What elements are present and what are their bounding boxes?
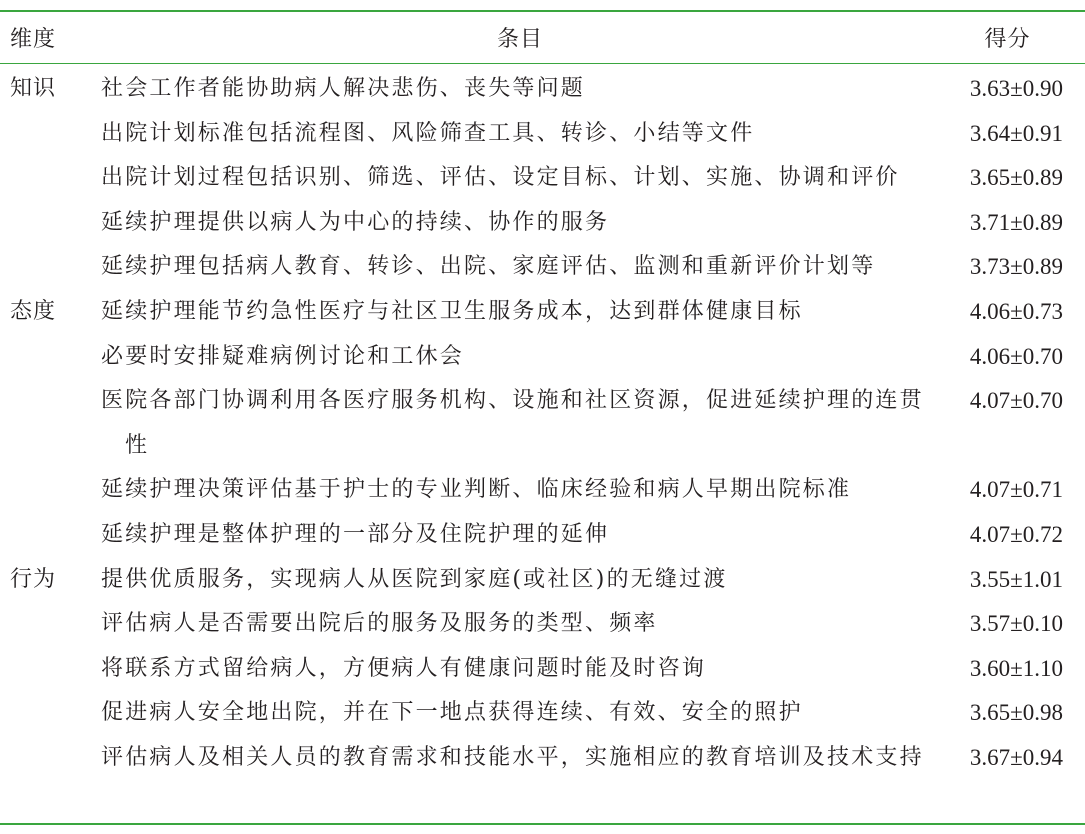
- header-score: 得分: [984, 27, 1031, 52]
- row-item-text: 延续护理能节约急性医疗与社区卫生服务成本，达到群体健康目标: [101, 298, 803, 324]
- row-dimension: [0, 156, 100, 201]
- table-row: [0, 647, 1085, 692]
- header-dimension: 维度: [10, 27, 57, 52]
- row-item: [100, 647, 940, 692]
- table-row: [0, 335, 1085, 380]
- row-score: 3.71±0.89: [969, 209, 1063, 235]
- row-item-text: 必要时安排疑难病例讨论和工休会: [101, 343, 465, 369]
- table-row: [0, 691, 1085, 736]
- row-item: [100, 201, 940, 246]
- row-score: 3.57±0.10: [969, 611, 1063, 637]
- row-score: 4.07±0.72: [969, 521, 1063, 547]
- row-item-text: 评估病人是否需要出院后的服务及服务的类型、频率: [101, 611, 658, 637]
- row-score: 3.55±1.01: [969, 566, 1063, 592]
- row-item: [100, 513, 940, 558]
- table-row: [0, 156, 1085, 201]
- table-row: [0, 63, 1085, 112]
- row-item: [100, 736, 940, 781]
- table-row: [0, 602, 1085, 647]
- row-item-text: 出院计划过程包括识别、筛选、评估、设定目标、计划、实施、协调和评价: [101, 165, 900, 191]
- bottom-rule: [0, 823, 1085, 825]
- header-item: 条目: [496, 27, 543, 52]
- row-dimension: [0, 201, 100, 246]
- row-item-text: 延续护理包括病人教育、转诊、出院、家庭评估、监测和重新评价计划等: [101, 254, 876, 280]
- row-dimension: 态度: [10, 298, 57, 324]
- row-score: 3.65±0.89: [969, 165, 1063, 191]
- score-table: [0, 12, 1085, 781]
- row-dimension: [0, 602, 100, 647]
- row-item-text: 提供优质服务，实现病人从医院到家庭(或社区)的无缝过渡: [101, 566, 728, 592]
- table-row: [0, 201, 1085, 246]
- row-item-text: 延续护理决策评估基于护士的专业判断、临床经验和病人早期出院标准: [101, 477, 852, 503]
- row-item-text: 延续护理提供以病人为中心的持续、协作的服务: [101, 209, 610, 235]
- row-item: [100, 63, 940, 112]
- table-row: [0, 513, 1085, 558]
- row-item: [100, 112, 940, 157]
- row-dimension: [0, 245, 100, 290]
- row-item: [100, 602, 940, 647]
- row-item: [100, 290, 940, 335]
- row-score: 3.67±0.94: [969, 744, 1063, 770]
- row-item-text: 将联系方式留给病人，方便病人有健康问题时能及时咨询: [101, 655, 707, 681]
- row-dimension: [0, 468, 100, 513]
- row-score: 4.06±0.73: [969, 298, 1063, 324]
- header-row: [0, 12, 1085, 63]
- row-dimension: 行为: [10, 566, 57, 592]
- table-row: [0, 245, 1085, 290]
- table-row: [0, 379, 1085, 468]
- row-dimension: [0, 112, 100, 157]
- row-item-text: 延续护理是整体护理的一部分及住院护理的延伸: [101, 521, 610, 547]
- row-item: [100, 691, 940, 736]
- row-score: 3.73±0.89: [969, 254, 1063, 280]
- row-item-text: 出院计划标准包括流程图、风险筛查工具、转诊、小结等文件: [101, 120, 755, 146]
- row-dimension: [0, 513, 100, 558]
- row-item-text: 评估病人及相关人员的教育需求和技能水平，实施相应的教育培训及技术支持: [101, 744, 924, 770]
- row-dimension: [0, 379, 100, 468]
- row-dimension: [0, 335, 100, 380]
- row-dimension: 知识: [10, 76, 57, 101]
- row-item-text: 社会工作者能协助病人解决悲伤、丧失等问题: [101, 76, 586, 101]
- table-body: [0, 63, 1085, 781]
- row-item-text: 医院各部门协调利用各医疗服务机构、设施和社区资源，促进延续护理的连贯性: [101, 388, 924, 458]
- table-row: [0, 558, 1085, 603]
- row-dimension: [0, 736, 100, 781]
- table-row: [0, 290, 1085, 335]
- row-item: [100, 468, 940, 513]
- row-item: [100, 245, 940, 290]
- row-item: [100, 335, 940, 380]
- table-row: [0, 112, 1085, 157]
- row-score: 4.07±0.71: [969, 477, 1063, 503]
- row-score: 3.60±1.10: [969, 655, 1063, 681]
- row-score: 3.64±0.91: [969, 120, 1063, 146]
- row-item-text: 促进病人安全地出院，并在下一地点获得连续、有效、安全的照护: [101, 700, 803, 726]
- row-item: [100, 558, 940, 603]
- row-item: [100, 156, 940, 201]
- row-score: 3.65±0.98: [969, 700, 1063, 726]
- table-row: [0, 736, 1085, 781]
- row-score: 4.07±0.70: [969, 388, 1063, 414]
- table-row: [0, 468, 1085, 513]
- row-item: [100, 379, 940, 468]
- row-dimension: [0, 691, 100, 736]
- row-dimension: [0, 647, 100, 692]
- row-score: 3.63±0.90: [969, 76, 1063, 101]
- row-score: 4.06±0.70: [969, 343, 1063, 369]
